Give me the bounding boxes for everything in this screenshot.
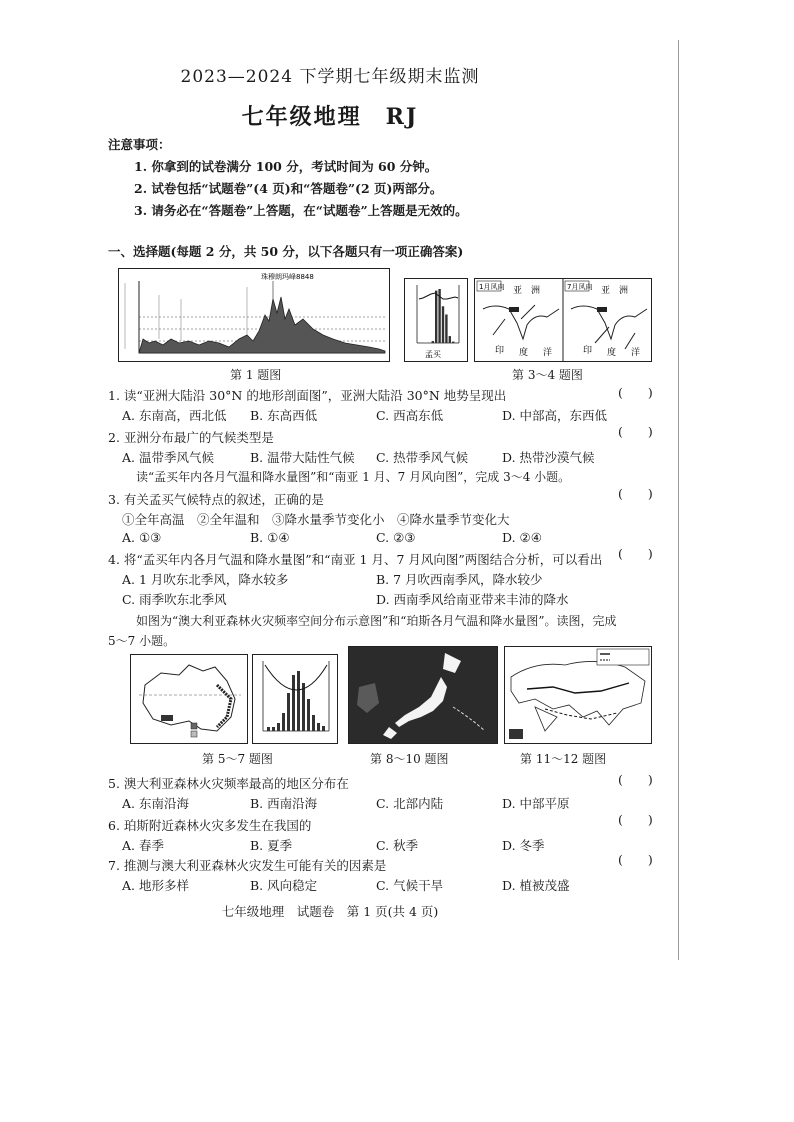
option-d: D. ②④	[502, 530, 542, 545]
question-stem: 3. 有关孟买气候特点的叙述，正确的是	[108, 492, 324, 507]
question-stem: 1. 读“亚洲大陆沿 30°N 的地形剖面图”，亚洲大陆沿 30°N 地势呈现出	[108, 388, 507, 403]
asia-label: 亚 洲	[513, 286, 541, 296]
note-item: 2. 试卷包括“试题卷”(4 页)和“答题卷”(2 页)两部分。	[134, 181, 443, 196]
option-b: B. 风向稳定	[250, 878, 318, 893]
option-c: C. ②③	[376, 530, 416, 545]
option-c: C. 气候干旱	[376, 878, 444, 893]
figure-caption: 第 8～10 题图	[370, 752, 449, 766]
question-stem: 2. 亚洲分布最广的气候类型是	[108, 430, 274, 445]
south-asia-wind-map	[474, 278, 652, 362]
section-title: 一、选择题(每题 2 分，共 50 分，以下各题只有一项正确答案)	[108, 244, 464, 259]
figure-caption: 第 1 题图	[230, 368, 282, 382]
figure-caption: 第 3～4 题图	[512, 368, 583, 382]
answer-blank: ( )	[618, 812, 653, 827]
terrain-profile-svg	[119, 269, 389, 361]
australia-fire-map	[130, 654, 248, 744]
answer-blank: ( )	[618, 772, 653, 787]
question-stem: 6. 珀斯附近森林火灾多发生在我国的	[108, 818, 312, 833]
page-footer: 七年级地理 试题卷 第 1 页(共 4 页)	[221, 904, 439, 919]
option-c: C. 秋季	[376, 838, 419, 853]
eurasia-map-svg	[505, 647, 651, 743]
figure-caption: 第 5～7 题图	[202, 752, 273, 766]
precip-bar	[445, 314, 447, 343]
india-label: 印	[583, 346, 593, 356]
option-b: B. 东高西低	[250, 408, 318, 423]
eurasia-route-map	[504, 646, 652, 744]
asia-label: 亚 洲	[601, 286, 629, 296]
australia-map-svg	[131, 655, 247, 743]
terrain-profile-figure	[118, 268, 390, 362]
jan-wind-label: 1月风向	[479, 283, 505, 291]
mumbai-climate-svg	[405, 279, 467, 361]
precip-bar	[432, 341, 434, 343]
wind-map-svg	[475, 279, 651, 361]
notes-heading: 注意事项：	[108, 137, 171, 152]
mumbai-label: 孟买	[425, 350, 441, 359]
option-d: D. 中部平原	[502, 796, 570, 811]
question-stem: 4. 将“孟买年内各月气温和降水量图”和“南亚 1 月、7 月风向图”两图结合分析，可以看出	[108, 552, 603, 567]
figure-caption: 第 11～12 题图	[520, 752, 607, 766]
option-a: A. ①③	[122, 530, 162, 545]
option-b: B. 西南沿海	[250, 796, 318, 811]
ocean-label: 洋	[543, 348, 553, 358]
answer-blank: ( )	[618, 424, 653, 439]
precip-bar	[435, 291, 437, 343]
option-a: A. 1 月吹东北季风，降水较多	[122, 572, 289, 587]
option-d: D. 植被茂盛	[502, 878, 570, 893]
option-a: A. 东南沿海	[122, 796, 189, 811]
option-b: B. ①④	[250, 530, 290, 545]
statement-list: ①全年高温 ②全年温和 ③降水量季节变化小 ④降水量季节变化大	[122, 512, 510, 527]
exam-title: 2023—2024 下学期七年级期末监测	[180, 67, 480, 87]
instruction-text: 如图为“澳大利亚森林火灾频率空间分布示意图”和“珀斯各月气温和降水量图”。读图，完成	[136, 614, 617, 628]
instruction-text: 5～7 小题。	[108, 634, 176, 648]
option-c: C. 热带季风气候	[376, 450, 469, 465]
subject-title: 七年级地理 RJ	[241, 104, 419, 130]
question-stem: 7. 推测与澳大利亚森林火灾发生可能有关的因素是	[108, 858, 387, 873]
option-a: A. 春季	[122, 838, 164, 853]
option-d: D. 中部高，东西低	[502, 408, 608, 423]
answer-blank: ( )	[618, 385, 653, 400]
profile-peak-label: 珠穆朗玛峰8848	[261, 273, 314, 281]
precip-bar	[452, 342, 454, 343]
option-a: A. 温带季风气候	[122, 450, 214, 465]
jul-wind-label: 7月风向	[567, 283, 593, 291]
ocean-label: 洋	[631, 348, 641, 358]
answer-blank: ( )	[618, 486, 653, 501]
ocean-label: 度	[519, 348, 529, 358]
instruction-text: 读“孟买年内各月气温和降水量图”和“南亚 1 月、7 月风向图”，完成 3～4 小题。	[136, 470, 571, 484]
notes-block	[108, 134, 468, 222]
option-d: D. 西南季风给南亚带来丰沛的降水	[376, 592, 569, 607]
option-a: A. 地形多样	[122, 878, 189, 893]
binding-line	[678, 40, 679, 960]
answer-blank: ( )	[618, 852, 653, 867]
option-d: D. 热带沙漠气候	[502, 450, 595, 465]
japan-map	[348, 646, 498, 744]
option-b: B. 温带大陆性气候	[250, 450, 355, 465]
perth-climate-svg	[253, 655, 337, 743]
option-b: B. 夏季	[250, 838, 293, 853]
mumbai-climate-figure	[404, 278, 468, 362]
question-stem: 5. 澳大利亚森林火灾频率最高的地区分布在	[108, 776, 349, 791]
option-c: C. 西高东低	[376, 408, 444, 423]
precip-bar	[442, 306, 444, 343]
option-d: D. 冬季	[502, 838, 545, 853]
india-label: 印	[495, 346, 505, 356]
precip-bar	[449, 336, 451, 343]
note-item: 1. 你拿到的试卷满分 100 分，考试时间为 60 分钟。	[134, 159, 438, 174]
ocean-label: 度	[607, 348, 617, 358]
note-item: 3. 请务必在“答题卷”上答题，在“试题卷”上答题是无效的。	[134, 203, 468, 218]
option-b: B. 7 月吹西南季风，降水较少	[376, 572, 543, 587]
answer-blank: ( )	[618, 546, 653, 561]
option-a: A. 东南高，西北低	[122, 408, 227, 423]
japan-map-svg	[349, 647, 497, 743]
perth-climate-figure	[252, 654, 338, 744]
option-c: C. 雨季吹东北季风	[122, 592, 227, 607]
option-c: C. 北部内陆	[376, 796, 444, 811]
